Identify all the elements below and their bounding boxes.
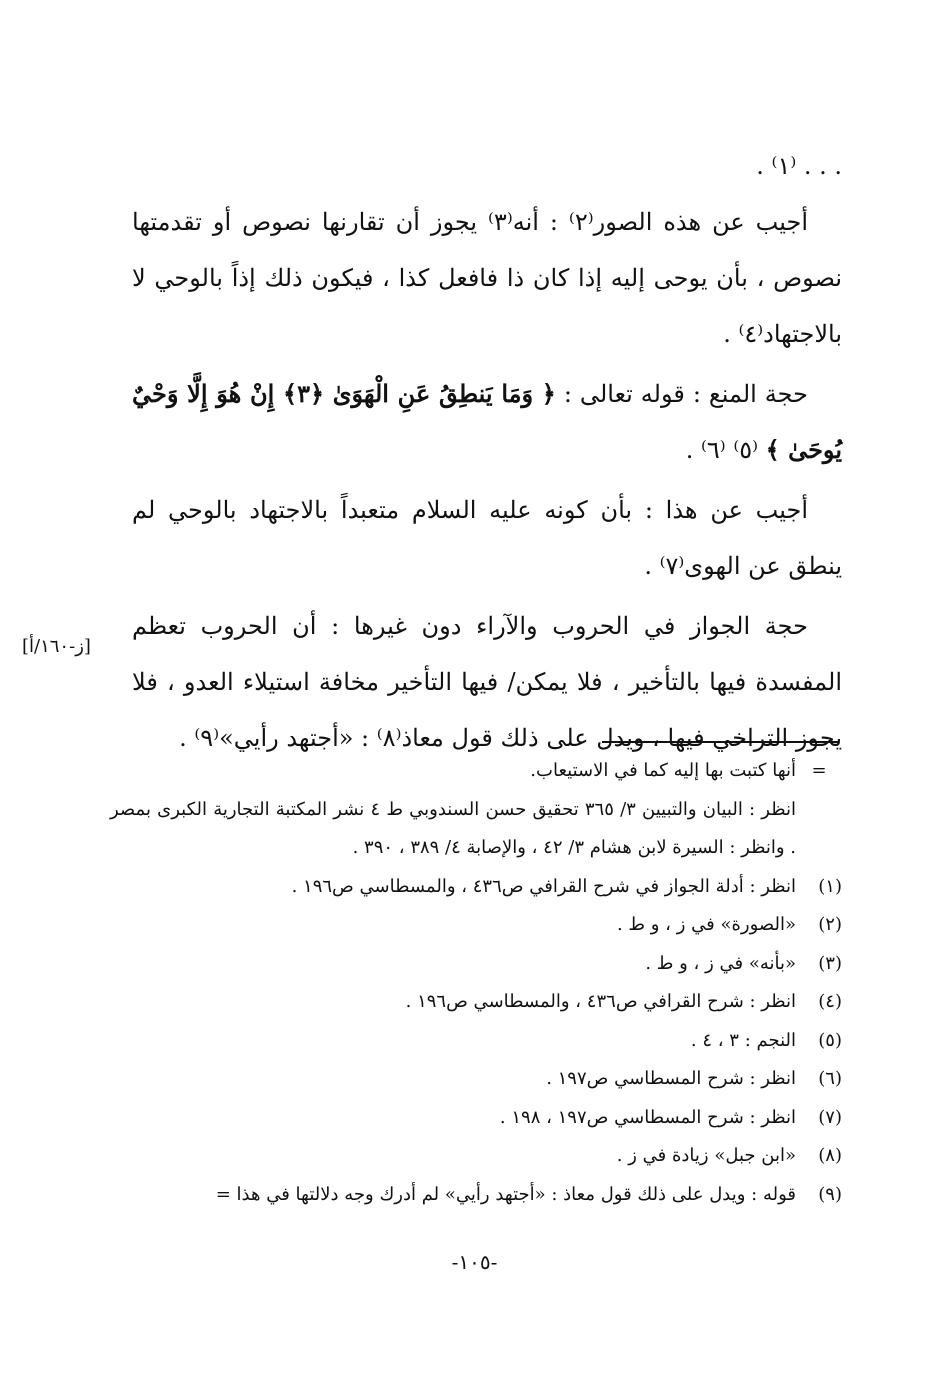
lead-line: . . . ⁽١⁾ .: [756, 152, 842, 180]
paragraph-answer-1: أجيب عن هذه الصور⁽٢⁾ : أنه⁽٣⁾ يجوز أن تقارنها نصوص أو تقدمتها نصوص ، بأن يوحى إليه إذا كان ذا فافعل كذا ، فيكون ذلك إذاً بالوحي لا بالاجتهاد⁽٤⁾ .: [132, 208, 843, 348]
verse-note-refs: ⁽٥⁾ ⁽٦⁾ .: [685, 436, 759, 464]
footnote-number: (٥): [818, 1029, 842, 1051]
quran-verse: ﴿ وَمَا يَنطِقُ عَنِ الْهَوَىٰ ﴿٣﴾ إِنْ هُوَ إِلَّا وَحْيٌ يُوحَىٰ ﴾: [132, 379, 842, 464]
footnote-continuation: [110, 791, 842, 868]
argument-intro: حجة المنع : قوله تعالى :: [563, 380, 808, 408]
footnote: [110, 868, 842, 907]
footnote-text: انظر : أدلة الجواز في شرح القرافي ص٤٣٦ ، والمسطاسي ص١٩٦ .: [291, 875, 796, 897]
footnote: [110, 1099, 842, 1138]
page-number: -١٠٥-: [451, 1250, 498, 1274]
footnote-number: (٦): [818, 1068, 842, 1089]
footnote-continuation: [110, 752, 842, 791]
footnote-number: (١): [818, 875, 842, 897]
footnote: [110, 1060, 842, 1099]
footnote-number: (٩): [818, 1183, 842, 1205]
footnote: [110, 983, 842, 1022]
main-text: [132, 138, 842, 770]
footnote-text: «بأنه» في ز ، و ط .: [645, 952, 796, 974]
footnote: [110, 906, 842, 945]
footnote: [110, 945, 842, 984]
footnote-text: «الصورة» في ز ، و ط .: [616, 914, 796, 935]
footnote-number: (٧): [818, 1106, 842, 1128]
footnote-text: انظر : شرح المسطاسي ص١٩٧ .: [546, 1068, 796, 1089]
footnote: [110, 1137, 842, 1176]
footnote: [110, 1176, 842, 1215]
footnote-number: (٢): [818, 914, 842, 935]
footnote-number: (٨): [818, 1145, 842, 1166]
footnote-text: «ابن جبل» زيادة في ز .: [616, 1145, 796, 1166]
footnote-number: (٣): [818, 952, 842, 974]
paragraph-prohibition-argument: [132, 366, 842, 478]
footnote-text: قوله : ويدل على ذلك قول معاذ : «أجتهد رأيي» لم أدرك وجه دلالتها في هذا =: [215, 1183, 796, 1205]
footnote-separator: [602, 741, 838, 743]
manuscript-margin-reference: [ز-١٦٠/أ]: [22, 636, 91, 657]
footnote: [110, 1022, 842, 1061]
paragraph-permission-argument: حجة الجواز في الحروب والآراء دون غيرها : أن الحروب تعظم المفسدة فيها بالتأخير ، فلا يمكن/ فيها التأخير مخافة استيلاء العدو ، فلا يجوز التراخي فيها ، ويدل على ذلك قول معاذ⁽٨⁾ : «أجتهد رأيي»⁽٩⁾ .: [132, 612, 842, 752]
footnote-text: انظر : شرح المسطاسي ص١٩٧ ، ١٩٨ .: [499, 1106, 796, 1128]
paragraph-answer-2: أجيب عن هذا : بأن كونه عليه السلام متعبداً بالاجتهاد بالوحي لم ينطق عن الهوى⁽٧⁾ .: [132, 496, 842, 580]
footnote-text: انظر : البيان والتبيين ٣/ ٣٦٥ تحقيق حسن السندوبي ط ٤ نشر المكتبة التجارية الكبرى بمصر . وانظر : السيرة لابن هشام ٣/ ٤٢ ، والإصابة ٤/ ٣٨٩ ، ٣٩٠ .: [110, 798, 796, 858]
footnote-text: النجم : ٣ ، ٤ .: [690, 1029, 796, 1051]
footnote-text: انظر : شرح القرافي ص٤٣٦ ، والمسطاسي ص١٩٦ .: [405, 991, 796, 1012]
footnotes: [110, 752, 842, 1214]
footnote-number: (٤): [818, 991, 842, 1012]
footnote-text: أنها كتبت بها إليه كما في الاستيعاب.: [530, 760, 796, 781]
footnote-marker: =: [811, 760, 827, 781]
